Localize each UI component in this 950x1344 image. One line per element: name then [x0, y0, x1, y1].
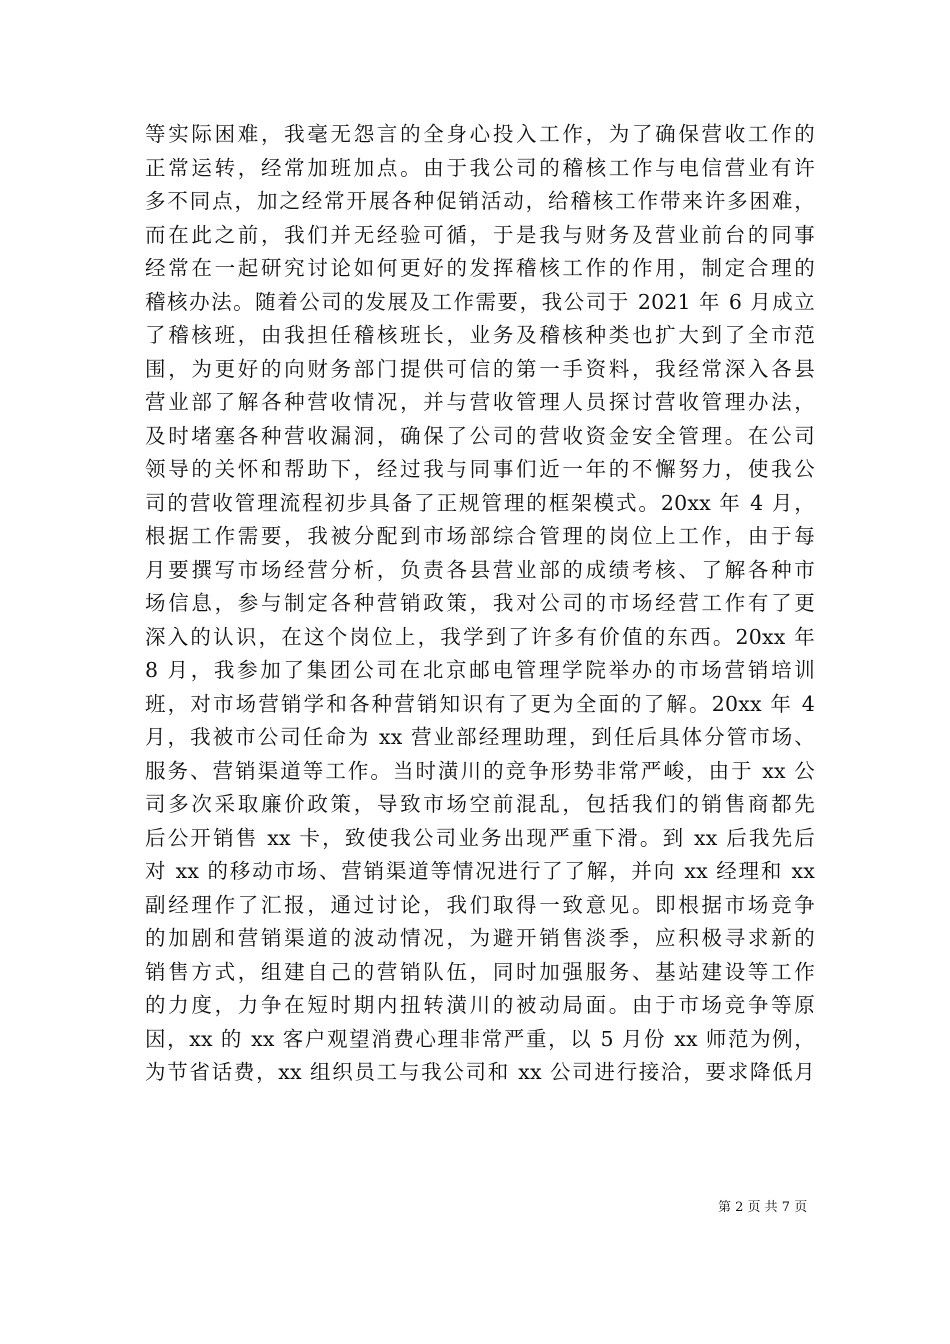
text-line: 深入的认识，在这个岗位上，我学到了许多有价值的东西。20xx 年 — [145, 624, 815, 649]
text-line: 的力度，力争在短时期内扭转潢川的被动局面。由于市场竞争等原 — [145, 993, 815, 1017]
text-line: 司多次采取廉价政策，导致市场空前混乱，包括我们的销售商都先 — [145, 792, 815, 816]
text-line: 正常运转，经常加班加点。由于我公司的稽核工作与电信营业有许 — [145, 155, 815, 180]
text-line: 8 月，我参加了集团公司在北京邮电管理学院举办的市场营销培训 — [145, 658, 815, 682]
text-line: 了稽核班，由我担任稽核班长，业务及稽核种类也扩大到了全市范 — [145, 323, 815, 347]
text-line: 及时堵塞各种营收漏洞，确保了公司的营收资金安全管理。在公司 — [145, 423, 815, 448]
text-line: 领导的关怀和帮助下，经过我与同事们近一年的不懈努力，使我公 — [145, 457, 815, 481]
text-line: 围，为更好的向财务部门提供可信的第一手资料，我经常深入各县 — [145, 356, 815, 381]
body-text — [145, 118, 815, 1090]
text-line: 经常在一起研究讨论如何更好的发挥稽核工作的作用，制定合理的 — [145, 256, 815, 280]
text-line: 的加剧和营销渠道的波动情况，为避开销售淡季，应积极寻求新的 — [145, 926, 815, 950]
text-line: 后公开销售 xx 卡，致使我公司业务出现严重下滑。到 xx 后我先后 — [145, 825, 815, 850]
text-line: 为节省话费，xx 组织员工与我公司和 xx 公司进行接洽，要求降低月 — [145, 1060, 815, 1084]
text-line: 根据工作需要，我被分配到市场部综合管理的岗位上工作，由于每 — [145, 524, 815, 548]
text-line: 司的营收管理流程初步具备了正规管理的框架模式。20xx 年 4 月， — [145, 490, 815, 515]
text-line: 稽核办法。随着公司的发展及工作需要，我公司于 2021 年 6 月成立 — [145, 289, 815, 314]
text-line: 销售方式，组建自己的营销队伍，同时加强服务、基站建设等工作 — [145, 959, 815, 984]
text-line: 班，对市场营销学和各种营销知识有了更为全面的了解。20xx 年 4 — [145, 691, 815, 716]
text-line: 月要撰写市场经营分析，负责各县营业部的成绩考核、了解各种市 — [145, 557, 815, 582]
text-line: 营业部了解各种营收情况，并与营收管理人员探讨营收管理办法， — [145, 390, 815, 414]
text-line: 等实际困难，我毫无怨言的全身心投入工作，为了确保营收工作的 — [145, 122, 815, 146]
text-line: 场信息，参与制定各种营销政策，我对公司的市场经营工作有了更 — [145, 591, 815, 615]
page-number-footer: 第 2 页 共 7 页 — [718, 1200, 808, 1215]
text-line: 而在此之前，我们并无经验可循，于是我与财务及营业前台的同事 — [145, 222, 815, 247]
text-line: 多不同点，加之经常开展各种促销活动，给稽核工作带来许多困难， — [145, 189, 815, 213]
text-line: 对 xx 的移动市场、营销渠道等情况进行了了解，并向 xx 经理和 xx — [145, 859, 815, 883]
text-line: 月，我被市公司任命为 xx 营业部经理助理，到任后具体分管市场、 — [145, 725, 815, 749]
text-line: 因，xx 的 xx 客户观望消费心理非常严重，以 5 月份 xx 师范为例， — [145, 1026, 815, 1051]
text-line: 服务、营销渠道等工作。当时潢川的竞争形势非常严峻，由于 xx 公 — [145, 758, 815, 783]
text-line: 副经理作了汇报，通过讨论，我们取得一致意见。即根据市场竞争 — [145, 892, 815, 917]
